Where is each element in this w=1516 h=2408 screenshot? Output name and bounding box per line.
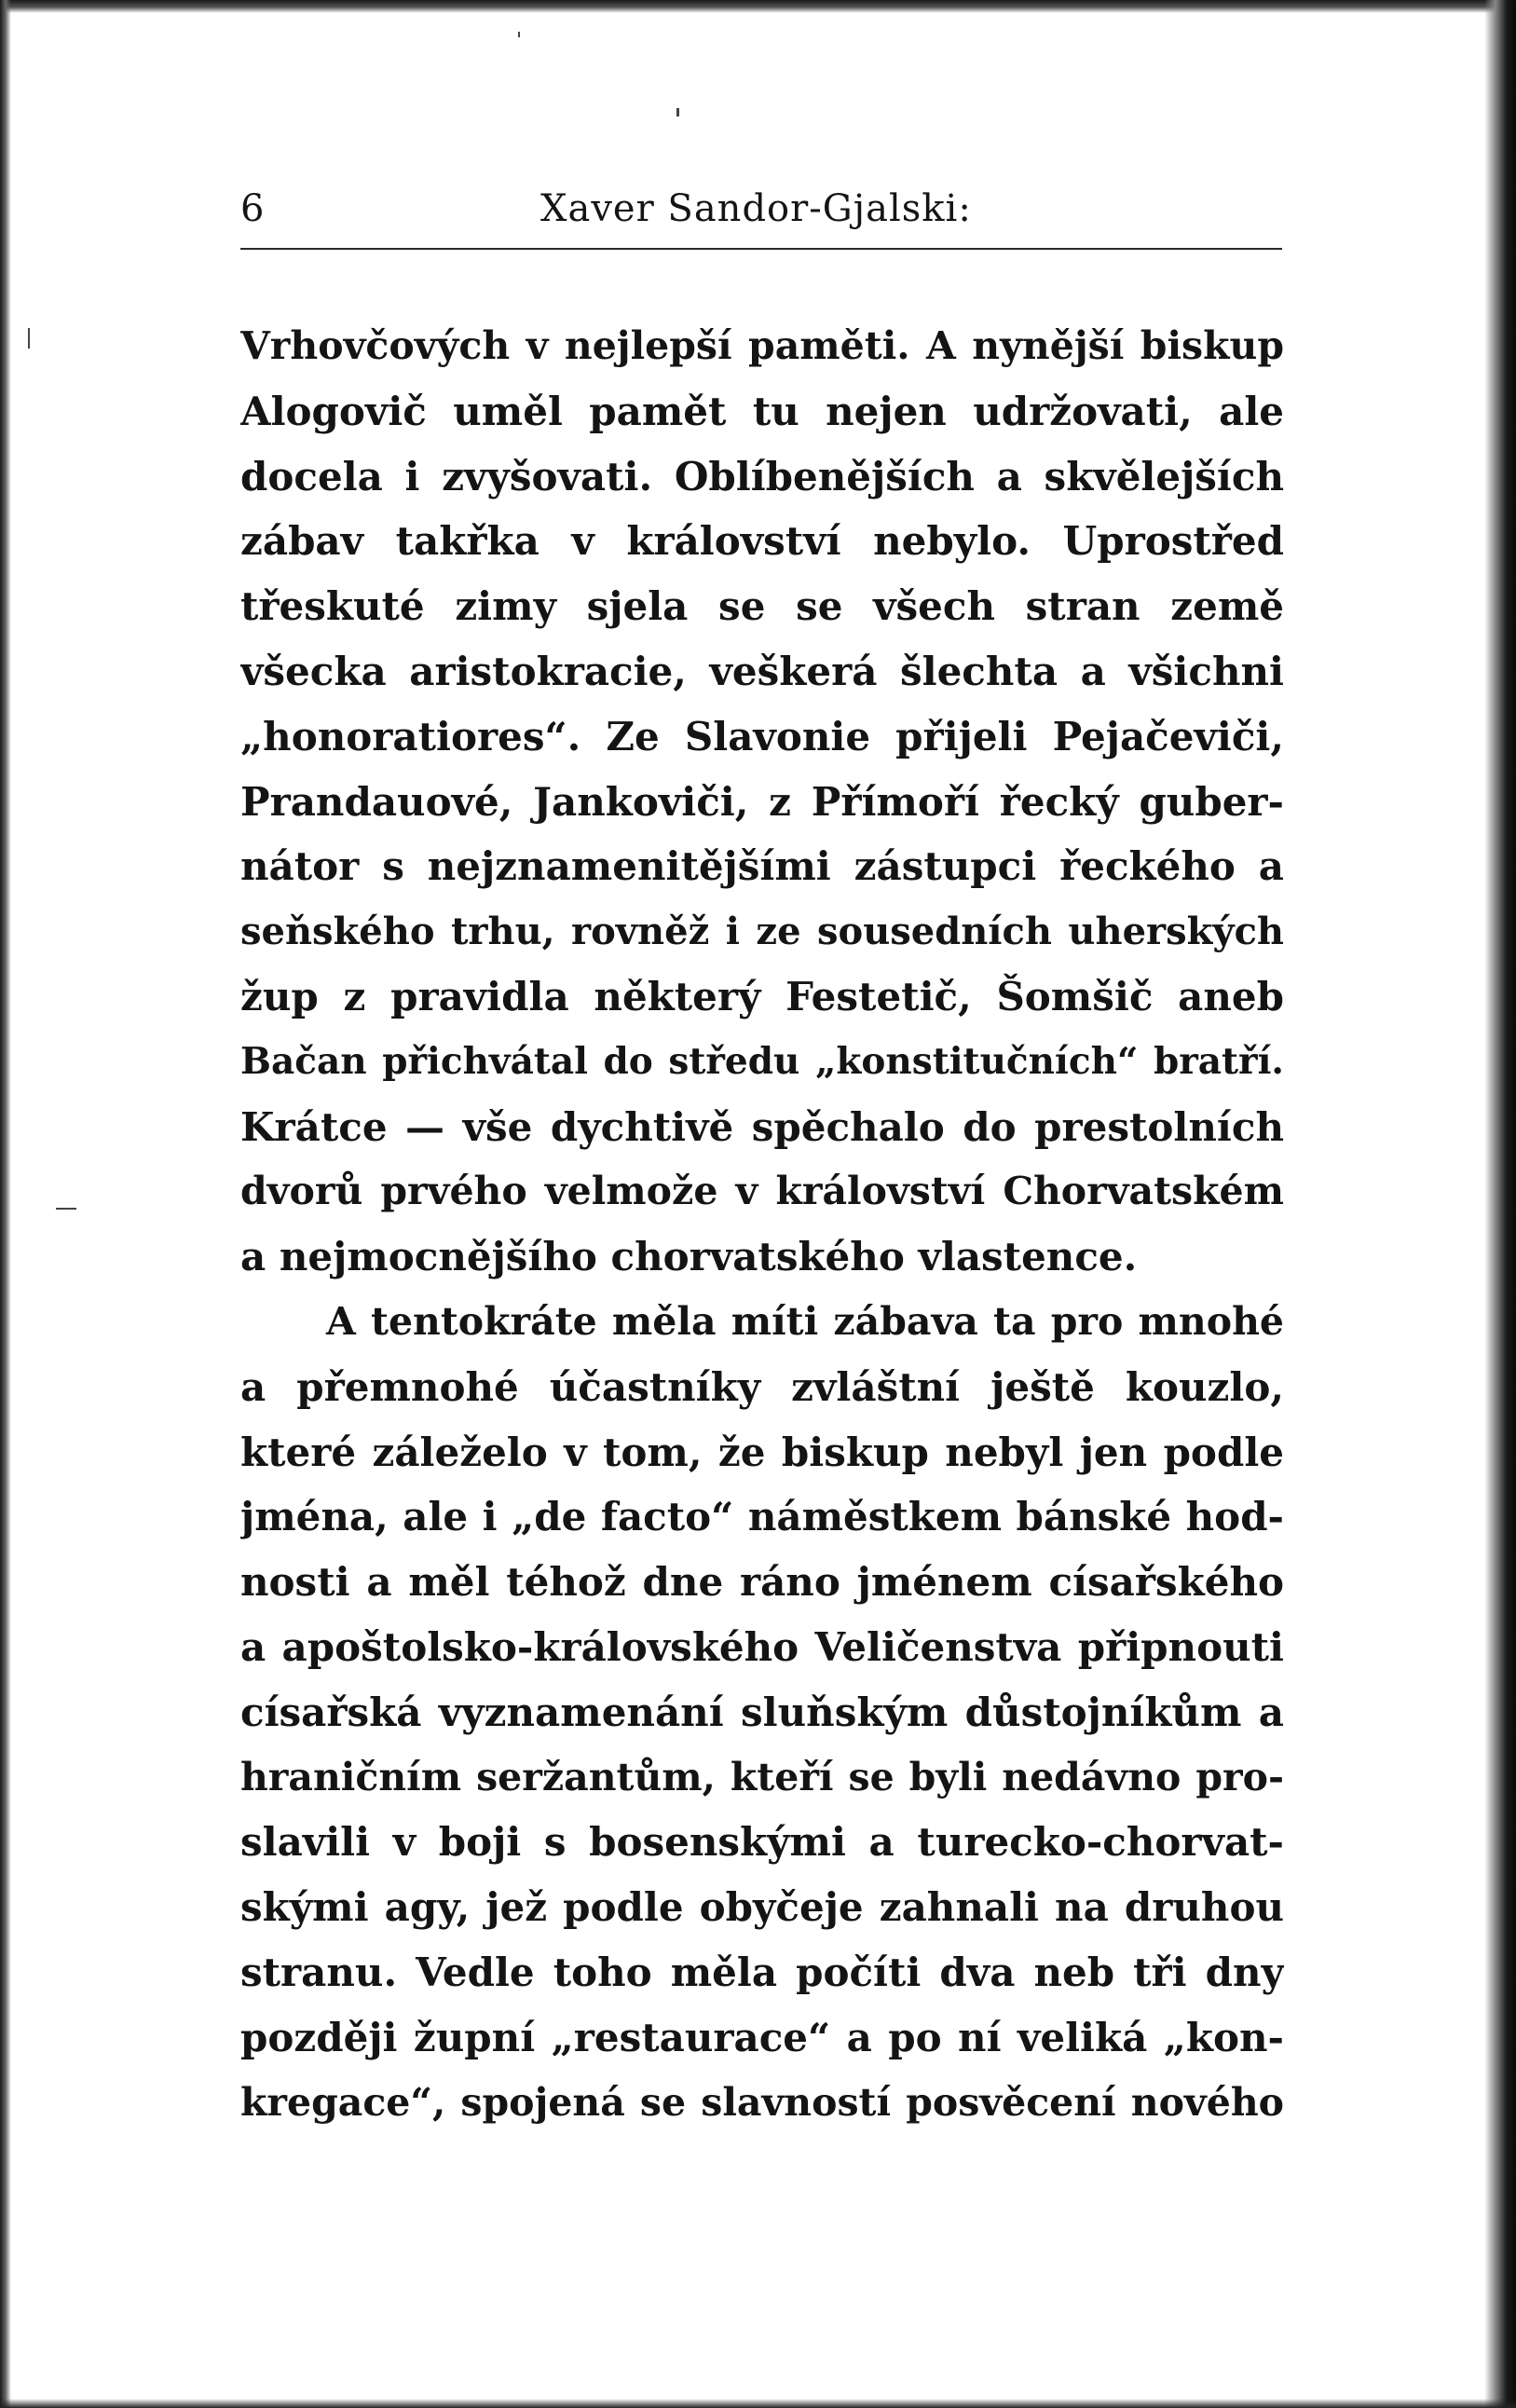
text-line: slavili v boji s bosenskými a turecko-chorvat-	[240, 1819, 1284, 1866]
text-line: skými agy, jež podle obyčeje zahnali na druhou	[240, 1884, 1284, 1931]
text-line: a přemnohé účastníky zvláštní ještě kouzlo,	[240, 1363, 1284, 1410]
text-line: hraničním seržantům, kteří se byli nedávno pro-	[240, 1754, 1284, 1799]
paragraph-first-line: A tentokráte měla míti zábava ta pro mnohé	[326, 1298, 1284, 1344]
page-number: 6	[240, 187, 265, 230]
paragraph-last-line: a nejmocnějšího chorvatského vlastence.	[240, 1234, 1138, 1280]
text-line: Alogovič uměl pamět tu nejen udržovati, ale	[240, 388, 1284, 434]
text-line: „honoratiores“. Ze Slavonie přijeli Pejačeviči,	[240, 713, 1284, 759]
text-line: později župní „restaurace“ a po ní veliká „kon-	[240, 2014, 1284, 2060]
text-line: Vrhovčových v nejlepší paměti. A nynější biskup	[240, 323, 1284, 368]
scan-speck	[518, 32, 520, 37]
text-line: Krátce — vše dychtivě spěchalo do prestolních	[240, 1103, 1284, 1150]
scan-border-bottom	[0, 2399, 1516, 2408]
text-line: císařská vyznamenání sluňským důstojníkům a	[240, 1689, 1284, 1735]
text-line: kregace“, spojená se slavností posvěcení nového	[240, 2079, 1284, 2125]
scan-border-right	[1484, 0, 1516, 2408]
text-line: zábav takřka v království nebylo. Uprostřed	[240, 518, 1284, 565]
scan-speck	[28, 328, 30, 349]
text-line: které záleželo v tom, že biskup nebyl jen podle	[240, 1429, 1284, 1475]
text-line: a apoštolsko-královského Veličenstva připnouti	[240, 1623, 1284, 1670]
text-line: Bačan přichvátal do středu „konstitučních“ bratří.	[240, 1039, 1284, 1083]
running-title: Xaver Sandor-Gjalski:	[540, 187, 972, 230]
text-line: nosti a měl téhož dne ráno jménem císařského	[240, 1559, 1284, 1606]
scan-border-top	[0, 0, 1516, 13]
text-line: jména, ale i „de facto“ náměstkem bánské hod-	[240, 1494, 1284, 1540]
scan-speck	[676, 108, 679, 116]
text-line: třeskuté zimy sjela se se všech stran země	[240, 583, 1284, 630]
body-text	[240, 314, 1284, 2135]
header-rule	[240, 248, 1282, 250]
text-line: docela i zvyšovati. Oblíbenějších a skvělejších	[240, 453, 1284, 499]
text-line: dvorů prvého velmože v království Chorvatském	[240, 1169, 1284, 1214]
text-line: seňského trhu, rovněž i ze sousedních uherských	[240, 910, 1284, 954]
text-line: Prandauové, Jankoviči, z Přímoří řecký guber-	[240, 778, 1284, 825]
scan-speck	[56, 1208, 76, 1210]
text-line: stranu. Vedle toho měla počíti dva neb tři dny	[240, 1949, 1284, 1995]
scan-border-left	[0, 0, 11, 2408]
text-line: všecka aristokracie, veškerá šlechta a všichni	[240, 648, 1284, 694]
page-header	[240, 185, 1284, 240]
text-line: žup z pravidla některý Festetič, Šomšič aneb	[240, 973, 1284, 1019]
text-line: nátor s nejznamenitějšími zástupci řeckého a	[240, 843, 1284, 890]
